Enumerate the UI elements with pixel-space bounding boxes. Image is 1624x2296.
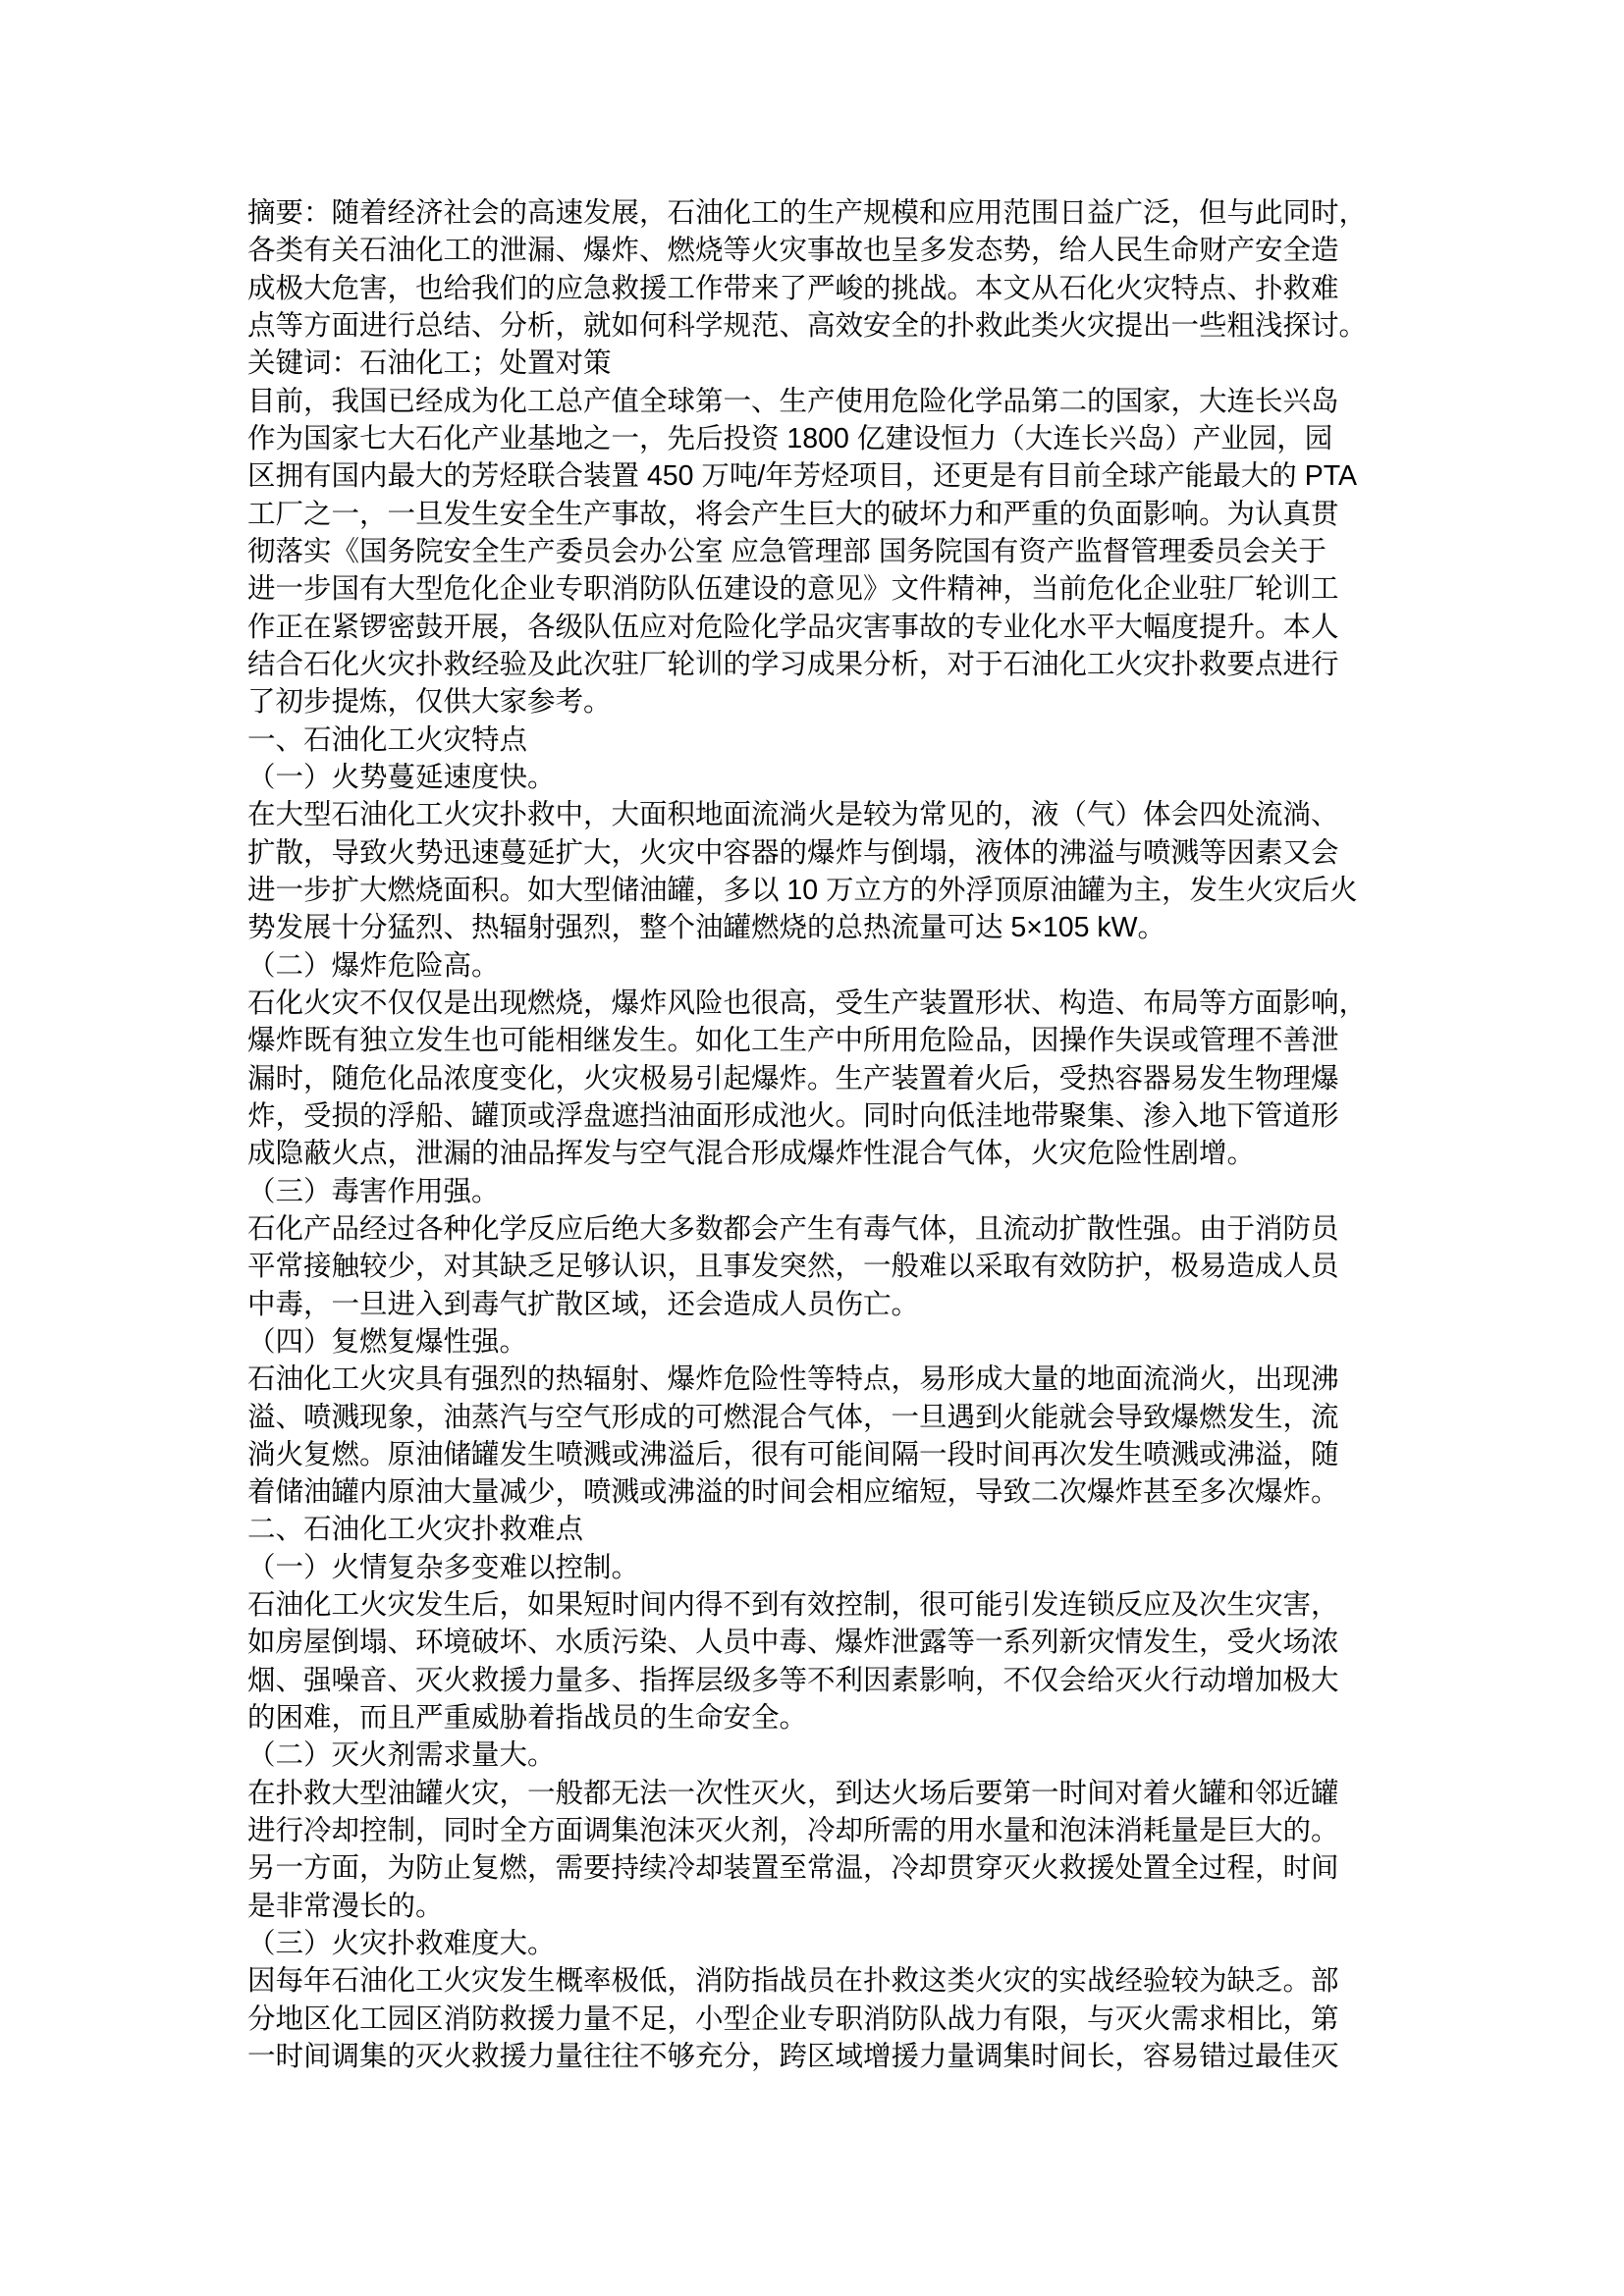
text-line: 平常接触较少，对其缺乏足够认识，且事发突然，一般难以采取有效防护，极易造成人员 — [247, 1251, 1339, 1283]
text-line: 溢、喷溅现象，油蒸汽与空气形成的可燃混合气体，一旦遇到火能就会导致爆燃发生，流 — [247, 1401, 1339, 1433]
text-line: 爆炸既有独立发生也可能相继发生。如化工生产中所用危险品，因操作失误或管理不善泄 — [247, 1025, 1339, 1057]
text-line: 中毒，一旦进入到毒气扩散区域，还会造成人员伤亡。 — [247, 1288, 920, 1320]
text-line: 成隐蔽火点，泄漏的油品挥发与空气混合形成爆炸性混合气体，火灾危险性剧增。 — [247, 1138, 1256, 1170]
text-line: 是非常漫长的。 — [247, 1890, 444, 1922]
text-line: （一）火势蔓延速度快。 — [247, 761, 556, 793]
text-line: 扩散，导致火势迅速蔓延扩大，火灾中容器的爆炸与倒塌，液体的沸溢与喷溅等因素又会 — [247, 836, 1339, 869]
text-line: 石油化工火灾发生后，如果短时间内得不到有效控制，很可能引发连锁反应及次生灾害， — [247, 1589, 1339, 1622]
text-line: 烟、强噪音、灭火救援力量多、指挥层级多等不利因素影响，不仅会给灭火行动增加极大 — [247, 1664, 1339, 1696]
text-line: 摘要：随着经济社会的高速发展，石油化工的生产规模和应用范围日益广泛，但与此同时， — [247, 197, 1368, 229]
text-line: 另一方面，为防止复燃，需要持续冷却装置至常温，冷却贯穿灭火救援处置全过程，时间 — [247, 1852, 1339, 1885]
text-line: 了初步提炼，仅供大家参考。 — [247, 686, 612, 719]
text-line: 石化火灾不仅仅是出现燃烧，爆炸风险也很高，受生产装置形状、构造、布局等方面影响， — [247, 987, 1368, 1019]
text-line: （二）爆炸危险高。 — [247, 949, 500, 982]
text-line: 彻落实《国务院安全生产委员会办公室 应急管理部 国务院国有资产监督管理委员会关于 — [247, 535, 1326, 567]
text-line: （一）火情复杂多变难以控制。 — [247, 1551, 640, 1583]
text-line: 势发展十分猛烈、热辐射强烈，整个油罐燃烧的总热流量可达 5×105 kW。 — [247, 912, 1166, 944]
text-line: 因每年石油化工火灾发生概率极低，消防指战员在扑救这类火灾的实战经验较为缺乏。部 — [247, 1965, 1339, 1998]
text-line: 漏时，随危化品浓度变化，火灾极易引起爆炸。生产装置着火后，受热容器易发生物理爆 — [247, 1062, 1339, 1095]
text-line: 进一步国有大型危化企业专职消防队伍建设的意见》文件精神，当前危化企业驻厂轮训工 — [247, 573, 1339, 606]
text-line: 一时间调集的灭火救援力量往往不够充分，跨区域增援力量调集时间长，容易错过最佳灭 — [247, 2041, 1339, 2073]
text-line: 关键词：石油化工；处置对策 — [247, 347, 612, 380]
text-line: 的困难，而且严重威胁着指战员的生命安全。 — [247, 1702, 808, 1735]
text-line: 成极大危害，也给我们的应急救援工作带来了严峻的挑战。本文从石化火灾特点、扑救难 — [247, 272, 1339, 304]
text-line: 石化产品经过各种化学反应后绝大多数都会产生有毒气体，且流动扩散性强。由于消防员 — [247, 1212, 1339, 1245]
text-line: （四）复燃复爆性强。 — [247, 1325, 528, 1358]
text-line: 区拥有国内最大的芳烃联合装置 450 万吨/年芳烃项目，还更是有目前全球产能最大的 PTA — [247, 460, 1358, 493]
text-line: 在大型石油化工火灾扑救中，大面积地面流淌火是较为常见的，液（气）体会四处流淌、 — [247, 799, 1339, 831]
text-line: 在扑救大型油罐火灾，一般都无法一次性灭火，到达火场后要第一时间对着火罐和邻近罐 — [247, 1777, 1339, 1809]
text-line: 一、石油化工火灾特点 — [247, 723, 528, 756]
text-line: 目前，我国已经成为化工总产值全球第一、生产使用危险化学品第二的国家，大连长兴岛 — [247, 385, 1339, 417]
text-line: 结合石化火灾扑救经验及此次驻厂轮训的学习成果分析，对于石油化工火灾扑救要点进行 — [247, 648, 1339, 680]
text-line: （三）毒害作用强。 — [247, 1175, 500, 1207]
text-line: 分地区化工园区消防救援力量不足，小型企业专职消防队战力有限，与灭火需求相比，第 — [247, 2002, 1339, 2035]
text-line: （三）火灾扑救难度大。 — [247, 1928, 556, 1960]
text-line: 作为国家七大石化产业基地之一，先后投资 1800 亿建设恒力（大连长兴岛）产业园，园 — [247, 422, 1333, 454]
text-line: 各类有关石油化工的泄漏、爆炸、燃烧等火灾事故也呈多发态势，给人民生命财产安全造 — [247, 235, 1339, 267]
text-line: 二、石油化工火灾扑救难点 — [247, 1514, 584, 1546]
text-line: 作正在紧锣密鼓开展，各级队伍应对危险化学品灾害事故的专业化水平大幅度提升。本人 — [247, 611, 1339, 643]
text-line: 进一步扩大燃烧面积。如大型储油罐，多以 10 万立方的外浮顶原油罐为主，发生火灾后火 — [247, 874, 1358, 906]
text-line: 石油化工火灾具有强烈的热辐射、爆炸危险性等特点，易形成大量的地面流淌火，出现沸 — [247, 1363, 1339, 1396]
text-line: （二）灭火剂需求量大。 — [247, 1739, 556, 1772]
text-line: 工厂之一，一旦发生安全生产事故，将会产生巨大的破坏力和严重的负面影响。为认真贯 — [247, 498, 1339, 530]
document-body — [247, 194, 1382, 2075]
text-line: 炸，受损的浮船、罐顶或浮盘遮挡油面形成池火。同时向低洼地带聚集、渗入地下管道形 — [247, 1099, 1339, 1132]
text-line: 点等方面进行总结、分析，就如何科学规范、高效安全的扑救此类火灾提出一些粗浅探讨。 — [247, 309, 1368, 342]
text-line: 着储油罐内原油大量减少，喷溅或沸溢的时间会相应缩短，导致二次爆炸甚至多次爆炸。 — [247, 1476, 1339, 1509]
text-line: 如房屋倒塌、环境破坏、水质污染、人员中毒、爆炸泄露等一系列新灾情发生，受火场浓 — [247, 1627, 1339, 1659]
text-line: 进行冷却控制，同时全方面调集泡沫灭火剂，冷却所需的用水量和泡沫消耗量是巨大的。 — [247, 1815, 1339, 1847]
text-line: 淌火复燃。原油储罐发生喷溅或沸溢后，很有可能间隔一段时间再次发生喷溅或沸溢，随 — [247, 1438, 1339, 1470]
